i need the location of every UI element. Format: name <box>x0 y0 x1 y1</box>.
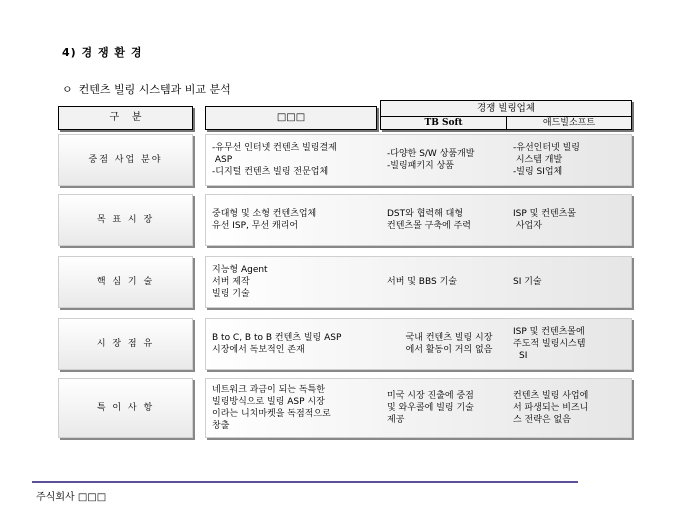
cell-ours: -유무선 인터넷 컨텐츠 빌링결제 ASP -디지털 컨텐츠 빌링 전문업체 <box>212 143 337 177</box>
cell-competitor1: 국내 컨텐츠 빌링 시장 에서 활동이 거의 없음 <box>405 333 493 355</box>
cell-competitor1: -다양한 S/W 상품개발 -빌링패키지 상품 <box>387 149 475 171</box>
row-label-focus: 중점 사업 분야 <box>58 134 193 186</box>
cell-competitor1: 미국 시장 진출에 중점 및 와우콜에 빌링 기술 제공 <box>387 391 474 425</box>
cell-competitor2: ISP 및 컨텐츠몰에 주도적 빌링시스템 SI <box>513 327 586 361</box>
header-ours: □□□ <box>205 106 377 130</box>
header-competitor2: 애드빌소프트 <box>542 118 596 128</box>
cell-competitor2: -유선인터넷 빌링 시스템 개발 -빌링 SI업체 <box>513 143 580 177</box>
header-competitor1: TB Soft <box>381 116 507 129</box>
footer-divider <box>32 481 578 483</box>
cell-ours: 지능형 Agent 서버 제작 빌링 기술 <box>212 265 268 299</box>
row-label-market-share: 시 장 점 유 <box>58 318 193 370</box>
row-label-remarks: 특 이 사 항 <box>58 378 193 438</box>
cell-competitor2: SI 기술 <box>513 277 542 287</box>
row-content-target-market <box>205 194 632 246</box>
row-content-remarks <box>205 378 632 438</box>
cell-ours: B to C, B to B 컨텐츠 빌링 ASP 시장에서 독보적인 존재 <box>212 333 342 355</box>
header-category: 구 분 <box>58 106 193 130</box>
row-label-core-tech: 핵 심 기 술 <box>58 256 193 308</box>
header-competitors <box>380 100 632 130</box>
section-title: 4) 경 쟁 환 경 <box>62 46 143 59</box>
row-content-market-share <box>205 318 632 370</box>
row-label-target-market: 목 표 시 장 <box>58 194 193 246</box>
header-competitors-group: 경쟁 빌링업체 <box>381 101 631 117</box>
footer-company: 주식회사 □□□ <box>36 492 107 503</box>
cell-competitor1: 서버 및 BBS 기술 <box>387 277 457 287</box>
row-content-focus <box>205 134 632 186</box>
bullet-icon: ㅇ <box>62 83 73 96</box>
cell-competitor2: ISP 및 컨텐츠몰 사업자 <box>513 209 576 231</box>
cell-competitor2: 컨텐츠 빌링 사업에 서 파생되는 비즈니 스 전략은 없음 <box>513 391 589 425</box>
subtitle <box>62 81 231 97</box>
cell-ours: 중대형 및 소형 컨텐츠업체 유선 ISP, 무선 캐리어 <box>212 209 317 231</box>
row-content-core-tech <box>205 256 632 308</box>
cell-ours: 네트워크 과금이 되는 독특한 빌링방식으로 빌링 ASP 시장 이라는 니치마켓을 독점적으로 창출 <box>212 385 331 431</box>
cell-competitor1: DST와 협력해 대형 컨텐츠몰 구축에 주력 <box>387 209 471 231</box>
subtitle-text: 컨텐츠 빌링 시스템과 비교 분석 <box>78 83 231 96</box>
